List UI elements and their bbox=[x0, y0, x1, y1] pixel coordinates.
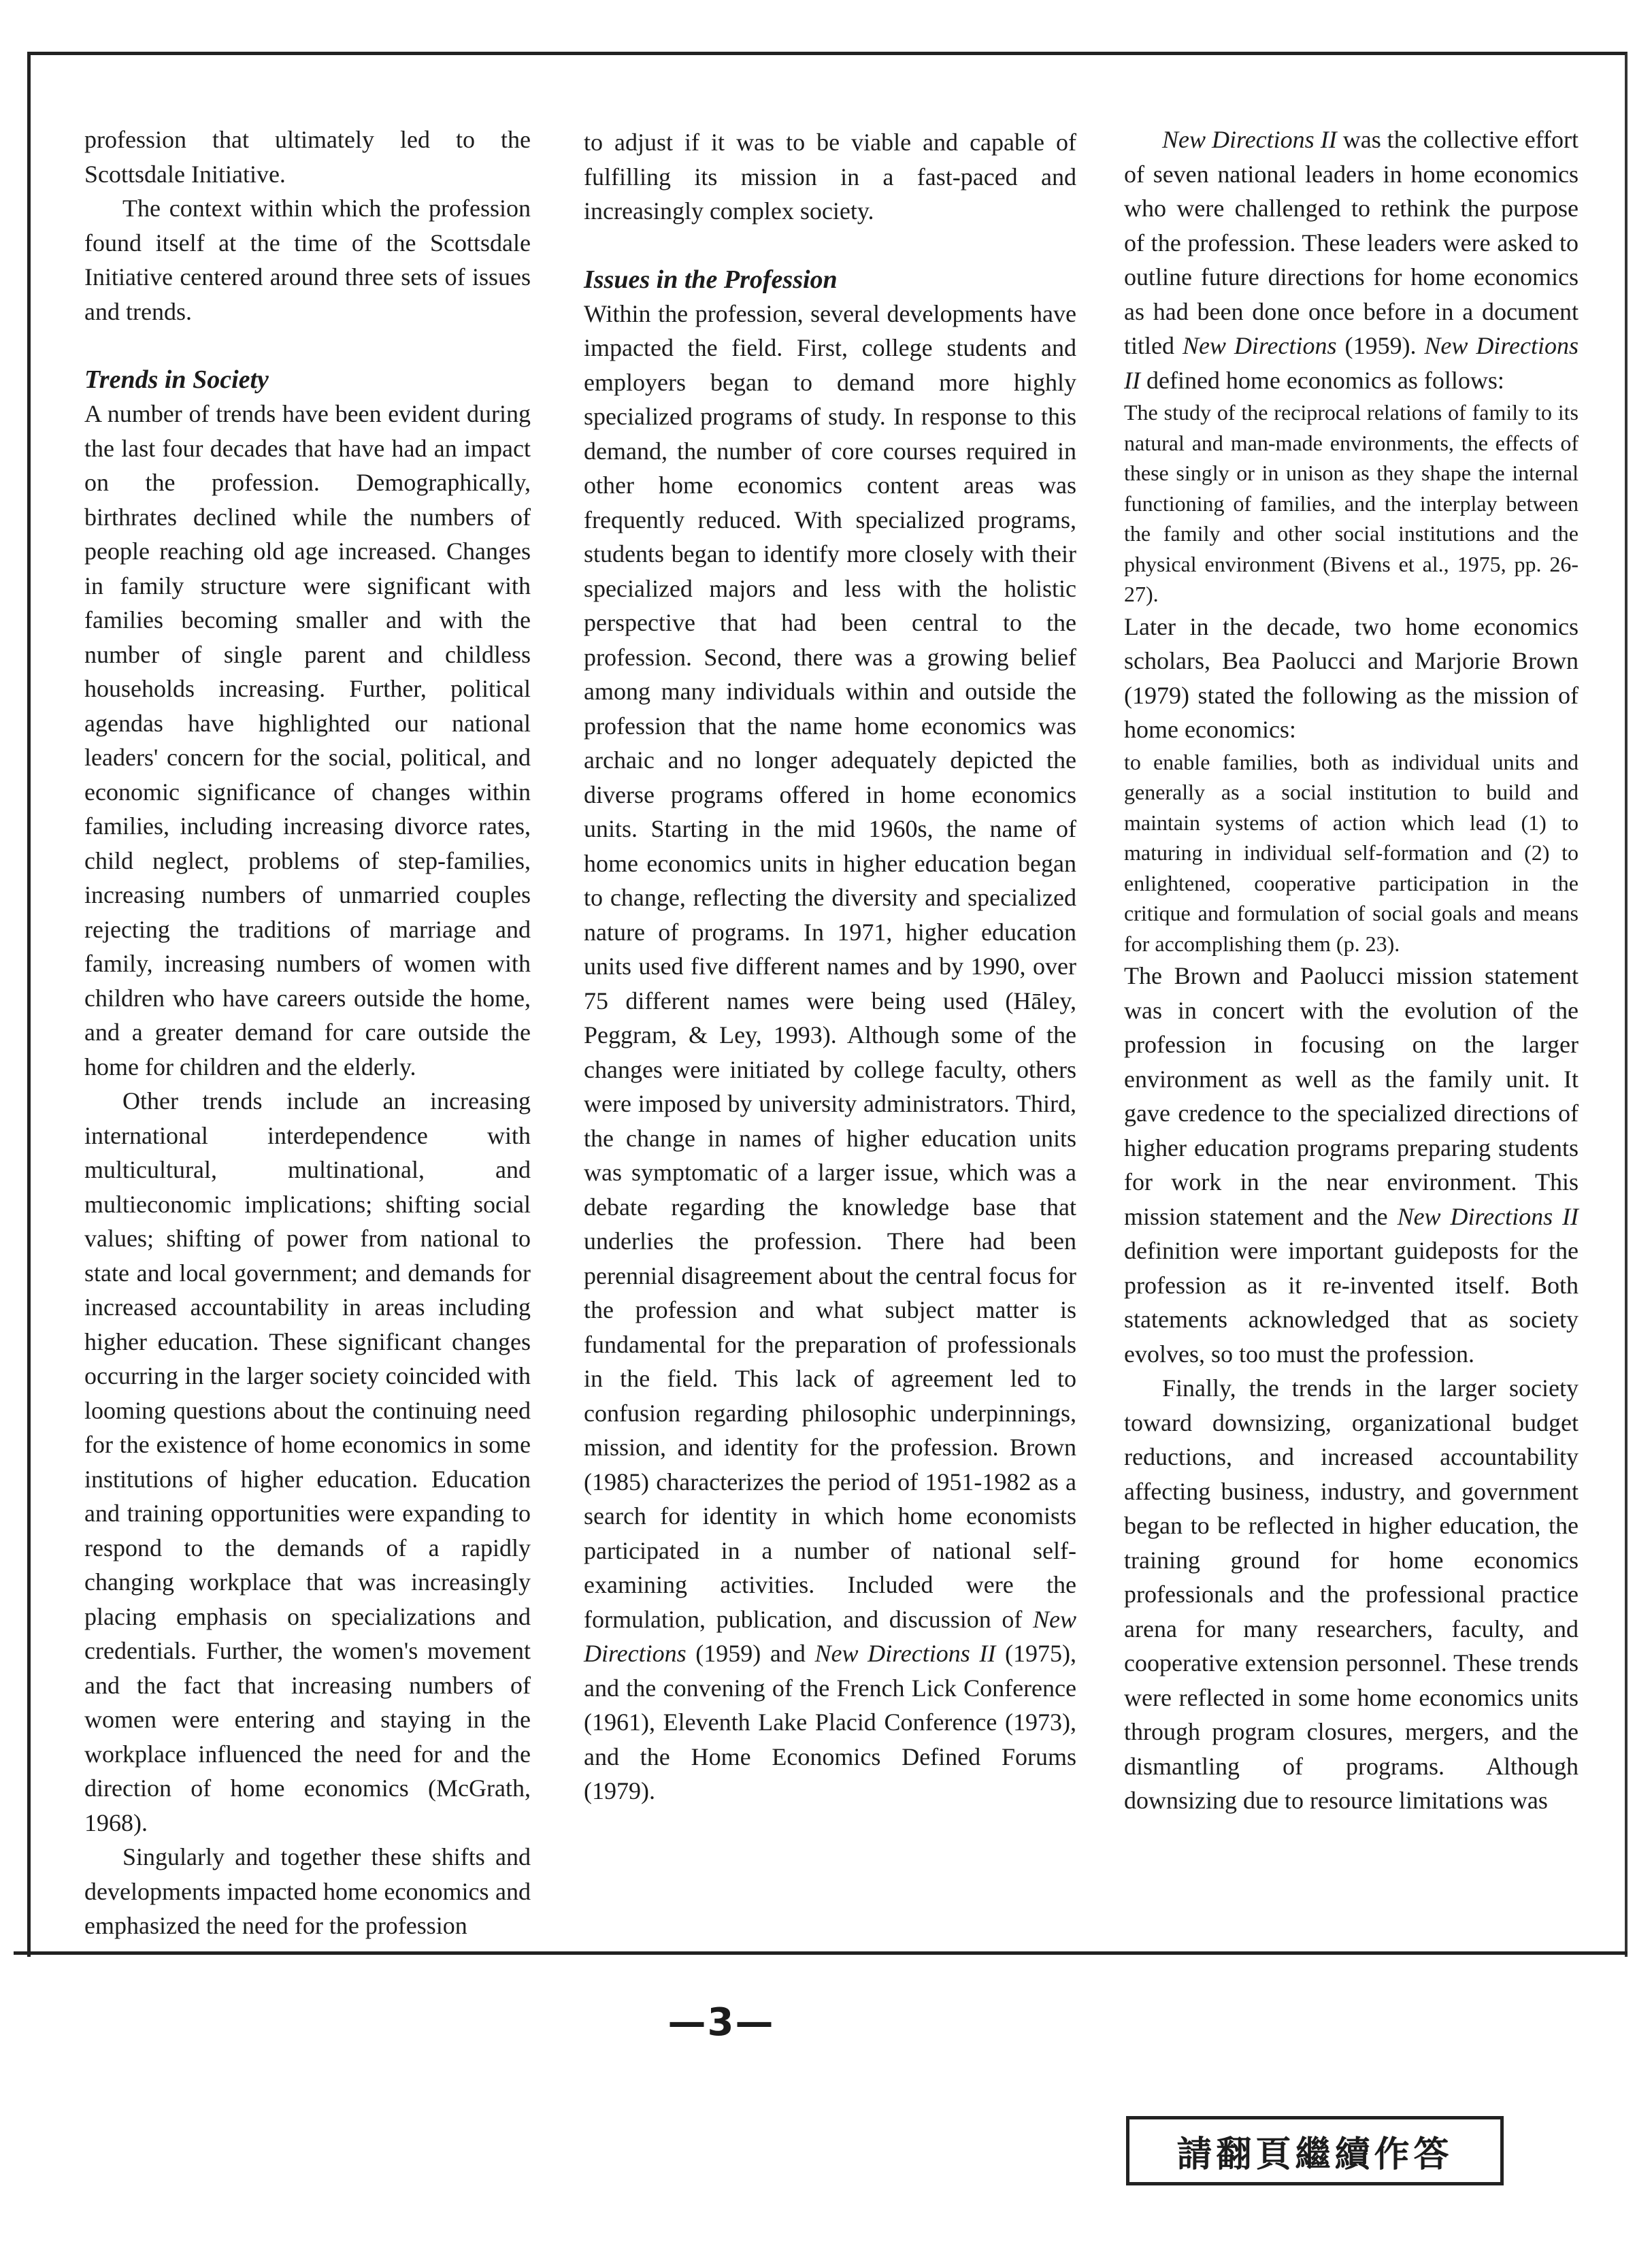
title-reference: New Directions bbox=[584, 1605, 1077, 1667]
continue-notice bbox=[1126, 2116, 1504, 2185]
title-reference: New Directions II bbox=[1124, 332, 1579, 394]
paragraph: Finally, the trends in the larger society toward downsizing, organizational budget reductions, and increased accountability affecting business, industry, and government began to be reflected in higher education, the training ground for home economics professionals and the professional practice arena for many researchers, faculty, and cooperative extension personnel. These trends were reflected in some home economics units through program closures, mergers, and the dismantling of programs. Although downsizing due to resource limitations was bbox=[1124, 1374, 1579, 1814]
paragraph bbox=[584, 297, 1076, 1809]
paragraph: Other trends include an increasing international interdependence with multicultural, multinational, and multieconomic implications; shifting social values; shifting of power from national to state and local government; and demands for increased accountability in areas including higher education. These significant changes occurring in the larger society coincided with looming questions about the continuing need for the existence of home economics in some institutions of higher education. Education and training opportunities were expanding to respond to the demands of a rapidly changing workplace that was increasingly placing emphasis on specializations and credentials. Further, the women's movement and the fact that increasing numbers of women were entering and staying in the workplace influenced the need for and the direction of home economics (McGrath, 1968). bbox=[84, 1087, 531, 1836]
title-reference: New Directions II bbox=[814, 1640, 996, 1667]
paragraph-text: The Brown and Paolucci mission statement was in concert with the evolution of the profession in focusing on the larger environment as well as the family unit. It gave credence to the specialized directions of higher education programs preparing students for work in the near environment. This mission statement and the bbox=[1124, 962, 1579, 1230]
column-3 bbox=[1124, 122, 1579, 1818]
paragraph-text: (1959) and bbox=[686, 1640, 815, 1667]
paragraph bbox=[1124, 122, 1579, 397]
paragraph: to adjust if it was to be viable and capable of fulfilling its mission in a fast-paced and increasingly complex society. bbox=[584, 129, 1076, 225]
paragraph: profession that ultimately led to the Scottsdale Initiative. bbox=[84, 126, 531, 188]
page-number: —3— bbox=[667, 2000, 775, 2045]
section-heading: Issues in the Profession bbox=[584, 265, 838, 294]
title-reference: New Directions II bbox=[1397, 1202, 1579, 1230]
block-quote: The study of the reciprocal relations of family to its natural and man-made environments, the effects of these singly or in unison as they shape the internal functioning of families, and the interplay between the family and other social institutions and the physical environment (Bivens et al., 1975, pp. 26-27). bbox=[1124, 400, 1579, 606]
paragraph-text: (1959). bbox=[1336, 332, 1425, 359]
block-quote: to enable families, both as individual units and generally as a social institution to build and maintain systems of action which lead (1) to maturing in individual self-formation and (2) to enlightened, cooperative participation in the critique and formulation of social goals and means for accomplishing them (p. 23). bbox=[1124, 749, 1579, 956]
paragraph-text: defined home economics as follows: bbox=[1140, 366, 1504, 394]
paragraph: The context within which the profession found itself at the time of the Scottsdale Initiative centered around three sets of issues and trends. bbox=[84, 195, 531, 325]
column-2 bbox=[584, 125, 1076, 1809]
paragraph-text: definition were important guideposts for the profession as it re-invented itself. Both statements acknowledged that as society evolves, so too must the profession. bbox=[1124, 1237, 1579, 1368]
paragraph-text: was the collective effort of seven national leaders in home economics who were challenged to rethink the purpose of the profession. These leaders were asked to outline future directions for home economics as had been done once before in a document titled bbox=[1124, 126, 1579, 359]
bottom-rule bbox=[14, 1951, 1628, 1955]
title-reference: New Directions II bbox=[1162, 126, 1337, 153]
paragraph-text: (1975), and the convening of the French Lick Conference (1961), Eleventh Lake Placid Conference (1973), and the Home Economics Defined Forums (1979). bbox=[584, 1640, 1076, 1804]
paragraph: A number of trends have been evident during the last four decades that have had an impact on the profession. Demographically, birthrates declined while the numbers of people reaching old age increased. Changes in family structure were significant with families becoming smaller and with the number of single parent and childless households increasing. Further, political agendas have highlighted our national leaders' concern for the social, political, and economic significance of changes within families, including increasing divorce rates, child neglect, problems of step-families, increasing numbers of unmarried couples rejecting the traditions of marriage and family, increasing numbers of women with children who have careers outside the home, and a greater demand for care outside the home for children and the elderly. bbox=[84, 400, 531, 1080]
continue-label: 請翻頁繼續作答 bbox=[1176, 2134, 1453, 2175]
paragraph bbox=[1124, 959, 1579, 1371]
title-reference: New Directions bbox=[1182, 332, 1337, 359]
section-heading: Trends in Society bbox=[84, 365, 269, 394]
paragraph-text: Within the profession, several developments have impacted the field. First, college students and employers began to demand more highly specialized programs of study. In response to this demand, the number of core courses required in other home economics content areas was frequently reduced. With specialized programs, students began to identify more closely with their specialized majors and less with the holistic perspective that had been central to the profession. Second, there was a growing belief among many individuals within and outside the profession that the name home economics was archaic and no longer adequately depicted the diverse programs offered in home economics units. Starting in the mid 1960s, the name of home economics units in higher education began to change, reflecting the diversity and specialized nature of programs. In 1971, higher education units used five different names and by 1990, over 75 different names were being used (Hāley, Peggram, & Ley, 1993). Although some of the changes were initiated by college faculty, others were imposed by university administrators. Third, the change in names of higher education units was symptomatic of a larger issue, which was a debate regarding the knowledge base that underlies the profession. There had been perennial disagreement about the central focus for the profession and what subject matter is fundamental for the preparation of professionals in the field. This lack of agreement led to confusion regarding philosophic underpinnings, mission, and identity for the profession. Brown (1985) characterizes the period of 1951-1982 as a search for identity in which home economists participated in a number of national self-examining activities. Included were the formulation, publication, and discussion of bbox=[584, 299, 1076, 1633]
column-1 bbox=[84, 122, 531, 1943]
paragraph: Later in the decade, two home economics scholars, Bea Paolucci and Marjorie Brown (1979) stated the following as the mission of home economics: bbox=[1124, 612, 1579, 743]
paragraph: Singularly and together these shifts and developments impacted home economics and emphasized the need for the profession bbox=[84, 1843, 531, 1939]
